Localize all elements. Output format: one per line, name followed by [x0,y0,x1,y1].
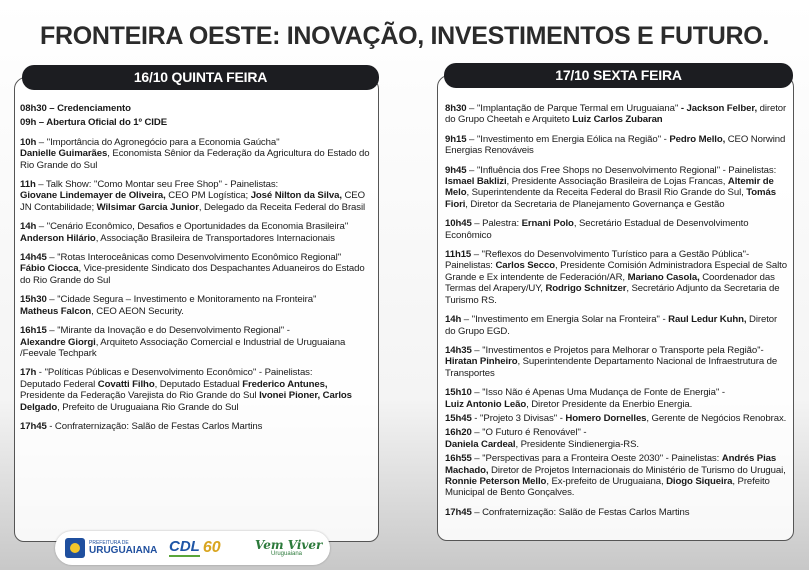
entry-time: 17h45 [20,420,47,432]
schedule-entry [445,134,788,157]
speaker-name: Luiz Carlos Zubaran [572,114,663,126]
schedule-entry [20,252,371,286]
schedule-entry [445,427,788,450]
page-title: FRONTEIRA OESTE: INOVAÇÃO, INVESTIMENTOS E FUTURO. [39,22,770,50]
entry-text: - Confraternização: Salão de Festas Carlos Martins [46,420,263,432]
vem-viver-sub: Uruguaiana [271,550,303,557]
entry-time: 16h55 [445,453,472,465]
speaker-name: Tomás Fiori [445,187,776,210]
schedule-entry [20,421,371,432]
day1-header: 16/10 QUINTA FEIRA [22,65,379,90]
entry-time: 14h [445,314,462,326]
entry-text: - ''Projeto 3 Divisas'' - [471,412,566,424]
entry-time: 14h35 [445,344,472,356]
speaker-role: , Presidente Comisión Administradora Especial de Salto Grande e Ex intendente de Federación/AR, [445,260,787,283]
day2-schedule [445,103,788,526]
speaker-role: Diretor do Grupo EGD. [445,314,778,337]
speaker-name: Matheus Falcon [20,305,92,317]
entry-time: 17h45 [445,506,472,518]
schedule-entry [445,413,788,424]
cdl-text: CDL [169,538,200,555]
crest-icon [65,538,85,558]
entry-time: 11h15 [445,249,472,261]
logo-title: URUGUAIANA [89,544,158,556]
schedule-entry [20,179,371,213]
entry-text: – Confraternização: Salão de Festas Carlos Martins [471,506,690,518]
schedule-entry [445,507,788,518]
entry-time: 9h45 [445,164,467,176]
speaker-name: Alexandre Giorgi [20,336,96,348]
day2-column [437,63,794,541]
day1-schedule [20,103,371,440]
speaker-name: Hiratan Pinheiro [445,356,518,368]
speaker-role: , Diretor Presidente da Enerbio Energia. [526,398,693,410]
entry-time: 15h30 [20,294,47,306]
schedule-entry [20,367,371,413]
sponsor-logos [55,531,330,565]
speaker-role: diretor do Grupo Cheetah e Arquiteto [445,103,787,126]
speaker-name: Carlos Secco [495,260,556,272]
speaker-role: , Economista Sênior da Federação da Agricultura do Estado do Rio Grande do Sul [20,148,370,171]
speaker-name: Homero Dornelles [565,412,647,424]
schedule-entry [445,165,788,211]
speaker-name: José Nilton da Silva, [250,190,342,202]
speaker-name: Raul Ledur Kuhn, [668,314,747,326]
entry-time: 11h [20,179,36,191]
speaker-name: Danielle Guimarães [20,148,108,160]
speaker-name: Frederico Antunes, [242,378,328,390]
speaker-role: Deputado Federal [20,378,98,390]
entry-text: – ''Investimentos e Projetos para Melhorar o Transporte pela Região''- [471,344,764,356]
speaker-name: Ronnie Peterson Mello [445,475,547,487]
entry-time: 14h45 [20,252,47,264]
entry-text: – ''Rotas Interoceânicas como Desenvolvimento Econômico Regional'' [46,252,342,264]
speaker-name: Ismael Baklizi [445,176,507,188]
entry-text: – ''Mirante da Inovação e do Desenvolvimento Regional'' - [46,325,290,337]
entry-time: 10h [20,136,37,148]
speaker-name: Ivonei Pioner, [259,390,321,402]
speaker-name: Rodrigo Schnitzer [545,283,627,295]
speaker-role: CEO JN Contabilidade; [20,190,365,213]
schedule-entry [445,314,788,337]
speaker-role: , CEO AEON Security. [91,305,184,317]
speaker-role: , Prefeito Municipal de Bento Gonçalves. [445,475,770,499]
logo-subtitle: PREFEITURA DE [89,539,129,546]
vem-viver-text: Vem Viver [255,537,323,552]
entry-time: 15h10 [445,387,472,399]
speaker-name: Daniela Cardeal [445,438,516,450]
speaker-name: Luiz Antonio Leão [445,398,527,410]
schedule-entry [20,137,371,171]
entry-text: – Palestra: [471,218,522,230]
speaker-name: Pedro Mello, [669,133,726,145]
speaker-role: , Superintendente Departamento Nacional de Infraestrutura de Transportes [445,356,778,379]
speaker-name: - Jackson Felber, [680,103,758,114]
speaker-name: Wilsimar Garcia Junior [96,201,199,213]
entry-text: – ''Reflexos do Desenvolvimento Turístico para a Gestão Pública''- Painelistas: [445,249,750,272]
entry-text: – ''Investimento em Energia Solar na Fronteira'' - [461,314,669,326]
schedule-entry [20,325,371,359]
entry-text: – Talk Show: ''Como Montar seu Free Shop'' - Painelistas: [35,179,279,191]
speaker-role: , Diretor da Secretaria de Planejamento Governança e Gestão [465,198,725,210]
speaker-role: Diretor de Projetos Internacionais do Ministério de Turismo do Uruguai, [488,464,786,476]
schedule-entry [20,294,371,317]
entry-text: – ''Perspectivas para a Fronteira Oeste 2030'' - Painelistas: [471,453,722,465]
speaker-role: , Gerente de Negócios Renobrax. [646,412,787,424]
entry-text: – ''Implantação de Parque Termal em Uruguaiana'' [466,103,681,114]
speaker-role: , Superintendente da Receita Federal do Brasil Rio Grande do Sul, [466,187,747,199]
speaker-role: Presidente da Federação Varejista do Rio Grande do Sul [20,390,260,402]
speaker-name: Diogo Siqueira [666,475,733,487]
speaker-name: Covatti Filho [97,378,155,390]
cdl-logo [169,535,251,561]
speaker-role: , Associação Brasileira de Transportadores Internacionais [95,232,335,244]
speaker-role: , Secretário Estadual de Desenvolvimento Econômico [445,218,749,241]
entry-text: – ''Cenário Econômico, Desafios e Oportunidades da Economia Brasileira'' [36,221,349,233]
entry-time: 9h15 [445,133,467,145]
speaker-role: CEO PM Logística; [165,190,251,202]
entry-time: 8h30 [445,103,467,114]
schedule-entry [445,345,788,379]
speaker-name: Andrés Pias Machado, [445,453,777,476]
entry-text: 08h30 – Credenciamento [20,103,131,114]
entry-time: 16h15 [20,325,47,337]
schedule-entry [445,387,788,410]
speaker-name: Ernani Polo [521,218,574,230]
schedule-entry [20,117,371,128]
entry-text: – ''Cidade Segura – Investimento e Monitoramento na Fronteira'' [46,294,317,306]
speaker-name: Mariano Casola, [627,271,700,283]
schedule-entry [445,218,788,241]
speaker-role: , Secretário Adjunto da Secretaria de Turismo RS. [445,283,780,306]
speaker-role: , Deputado Estadual [154,378,243,390]
entry-text: - ''Políticas Públicas e Desenvolvimento Econômico'' - Painelistas: [36,367,313,379]
speaker-role: CEO Norwind Energias Renováveis [445,133,786,157]
speaker-role: , Delegado da Receita Federal do Brasil [198,201,366,213]
speaker-role: , Presidente Sindienergia-RS. [515,438,639,450]
entry-time: 14h [20,221,37,233]
entry-text: – ''Isso Não é Apenas Uma Mudança de Fonte de Energia'' - [471,387,725,399]
speaker-role: , Vice-presidente Sindicato dos Despachantes Aduaneiros do Estado do Rio Grande do Sul [20,263,365,286]
cdl-60-text: 60 [202,539,221,556]
speaker-role: , Ex-prefeito de Uruguaiana, [546,475,667,487]
speaker-name: Anderson Hilário [20,232,96,244]
entry-time: 17h [20,367,37,379]
schedule-entry [445,103,788,126]
day1-column [14,65,379,542]
entry-time: 10h45 [445,218,472,230]
entry-text: 09h – Abertura Oficial do 1º CIDE [20,117,167,129]
vem-viver-logo [255,535,325,561]
entry-text: – ''O Futuro é Renovável'' - [471,427,587,439]
schedule-entry [445,249,788,306]
entry-time: 16h20 [445,427,472,439]
schedule-entry [445,453,788,499]
speaker-name: Fábio Ciocca [20,263,79,275]
entry-text: – ''Investimento em Energia Eólica na Região'' - [466,133,670,145]
speaker-role: , Prefeito de Uruguaiana Rio Grande do Sul [57,401,239,413]
prefeitura-uruguaiana-logo [65,535,165,561]
schedule-entry [20,103,371,114]
speaker-name: Giovane Lindemayer de Oliveira, [20,190,166,202]
speaker-role: Coordenador das Termas del Arapery/UY, [445,271,775,295]
entry-text: – ''Importância do Agronegócio para a Economia Gaúcha'' [36,136,280,148]
entry-text: – ''Influência dos Free Shops no Desenvolvimento Regional'' - Painelistas: [466,164,777,176]
day2-header: 17/10 SEXTA FEIRA [444,63,793,88]
speaker-name: Altemir de Melo [445,176,774,199]
speaker-name: Carlos Delgado [20,390,352,413]
speaker-role: , Arquiteto Associação Comercial e Industrial de Uruguaiana /Feevale Techpark [20,336,346,359]
speaker-role: , Presidente Associação Brasileira de Lojas Francas, [506,176,728,188]
schedule-entry [20,221,371,244]
entry-time: 15h45 [445,412,472,424]
